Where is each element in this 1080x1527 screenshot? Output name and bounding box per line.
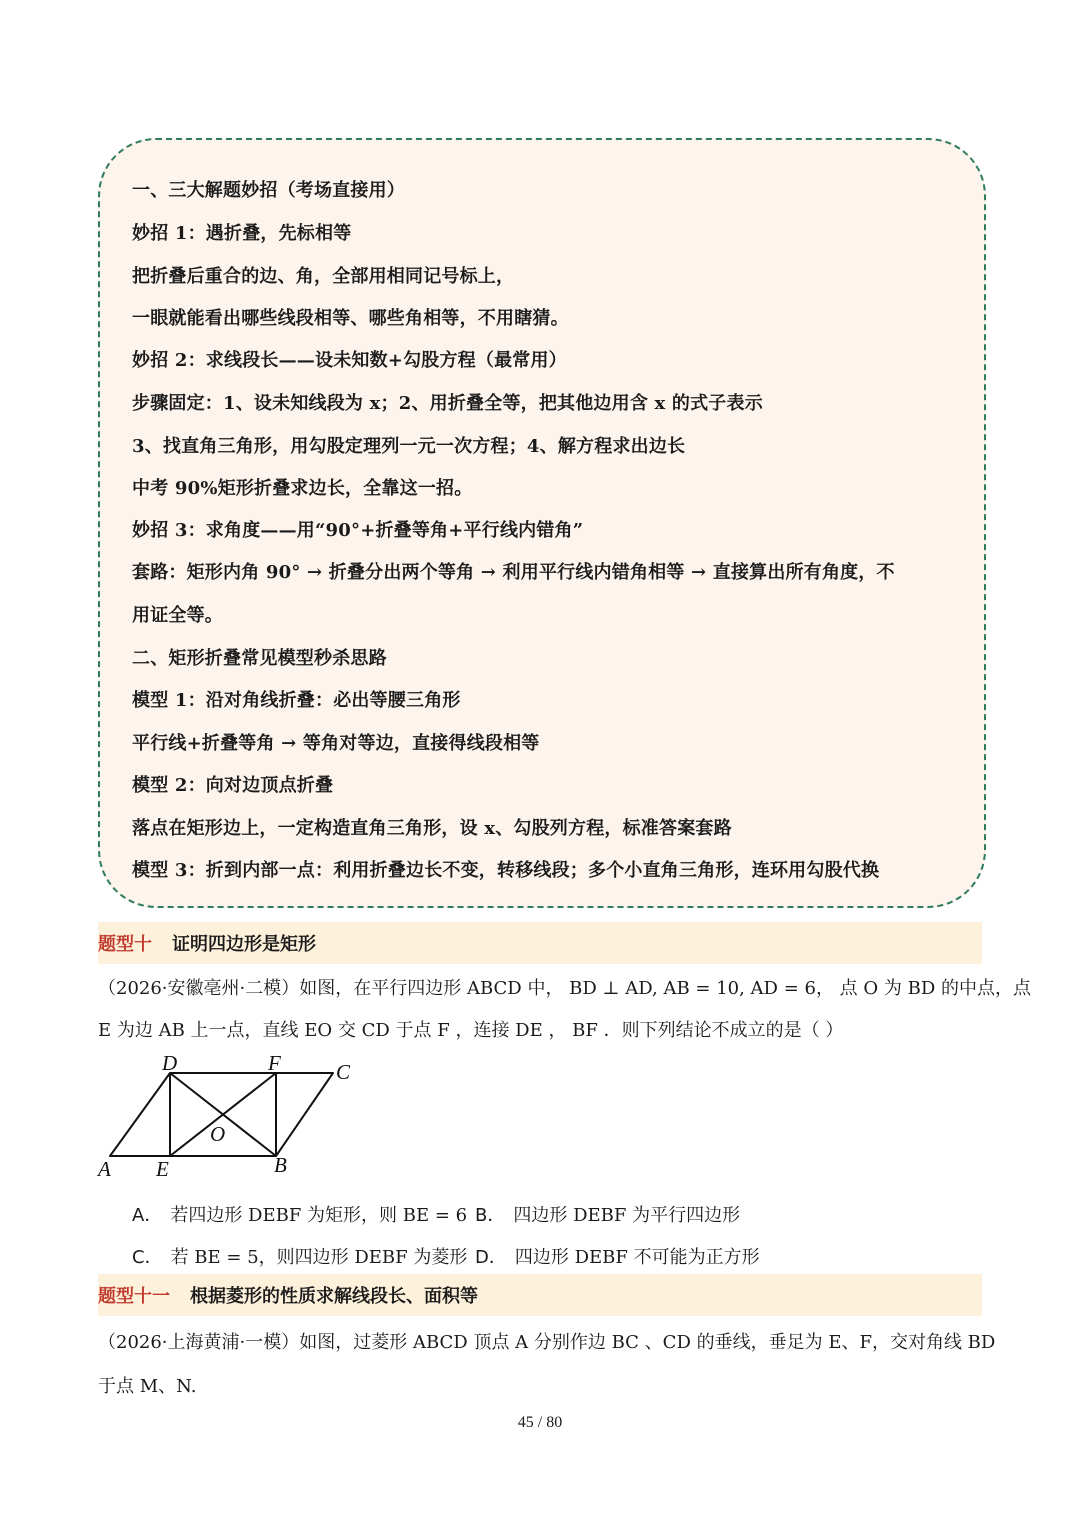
section-10-header — [98, 922, 982, 964]
tips-heading-2: 二、矩形折叠常见模型秒杀思路 — [132, 648, 387, 669]
option-b — [475, 1201, 740, 1227]
question-10-line-1: （2026·安徽亳州·二模）如图，在平行四边形 ABCD 中， BD ⊥ AD, AB = 10, AD = 6， 点 O 为 BD 的中点，点 — [98, 978, 1031, 999]
label-F: F — [268, 1052, 281, 1075]
tip-line: 妙招 1：遇折叠，先标相等 — [132, 223, 352, 244]
tip-line: 模型 1：沿对角线折叠：必出等腰三角形 — [132, 690, 461, 711]
section-11-header — [98, 1274, 982, 1316]
tip-line: 落点在矩形边上，一定构造直角三角形，设 x、勾股列方程，标准答案套路 — [132, 818, 732, 839]
tip-line: 中考 90%矩形折叠求边长，全靠这一招。 — [132, 478, 473, 499]
option-c-label: C． — [132, 1247, 163, 1268]
tip-line: 用证全等。 — [132, 605, 223, 626]
label-B: B — [274, 1153, 287, 1177]
question-10-line-2: E 为边 AB 上一点，直线 EO 交 CD 于点 F ，连接 DE ， BF ．则下列结论不成立的是（ ） — [98, 1020, 844, 1041]
option-c — [132, 1243, 467, 1269]
tip-line: 模型 3：折到内部一点：利用折叠边长不变，转移线段；多个小直角三角形，连环用勾股代换 — [132, 860, 880, 881]
label-O: O — [210, 1122, 226, 1146]
option-a — [132, 1201, 467, 1227]
question-11-line-1: （2026·上海黄浦·一模）如图，过菱形 ABCD 顶点 A 分别作边 BC 、CD 的垂线，垂足为 E、F，交对角线 BD — [98, 1332, 996, 1353]
tips-heading-1: 一、三大解题妙招（考场直接用） — [132, 180, 405, 201]
page-number: 45 / 80 — [517, 1414, 563, 1431]
tip-line: 3、找直角三角形，用勾股定理列一元一次方程；4、解方程求出边长 — [132, 436, 686, 457]
section-11-tag: 题型十一 — [98, 1286, 170, 1307]
option-d-text: 四边形 DEBF 不可能为正方形 — [514, 1247, 760, 1268]
tip-line: 把折叠后重合的边、角，全部用相同记号标上， — [132, 266, 515, 287]
option-d-label: D． — [475, 1247, 507, 1268]
tip-line: 妙招 2：求线段长——设未知数+勾股方程（最常用） — [132, 350, 567, 371]
option-a-label: A． — [132, 1205, 163, 1226]
label-D: D — [162, 1052, 178, 1075]
tip-line: 模型 2：向对边顶点折叠 — [132, 775, 334, 796]
option-b-text: 四边形 DEBF 为平行四边形 — [513, 1205, 741, 1226]
tip-line: 平行线+折叠等角 → 等角对等边，直接得线段相等 — [132, 733, 540, 754]
label-C: C — [336, 1060, 351, 1084]
section-10-title: 证明四边形是矩形 — [172, 934, 316, 955]
section-10-tag: 题型十 — [98, 934, 152, 955]
section-11-title: 根据菱形的性质求解线段长、面积等 — [190, 1286, 478, 1307]
tip-line: 套路：矩形内角 90° → 折叠分出两个等角 → 利用平行线内错角相等 → 直接算出所有角度，不 — [132, 562, 895, 583]
option-b-label: B． — [475, 1205, 506, 1226]
option-a-text: 若四边形 DEBF 为矩形，则 BE = 6 — [170, 1205, 468, 1226]
tip-line: 一眼就能看出哪些线段相等、哪些角相等，不用瞎猜。 — [132, 308, 569, 329]
tip-line: 步骤固定：1、设未知线段为 x；2、用折叠全等，把其他边用含 x 的式子表示 — [132, 393, 763, 414]
option-d — [475, 1243, 760, 1269]
label-A: A — [98, 1157, 111, 1181]
label-E: E — [156, 1157, 169, 1181]
question-11-line-2: 于点 M、N. — [98, 1376, 197, 1397]
parallelogram-figure — [92, 1052, 372, 1187]
option-c-text: 若 BE = 5，则四边形 DEBF 为菱形 — [170, 1247, 468, 1268]
tip-line: 妙招 3：求角度——用“90°+折叠等角+平行线内错角” — [132, 520, 584, 541]
